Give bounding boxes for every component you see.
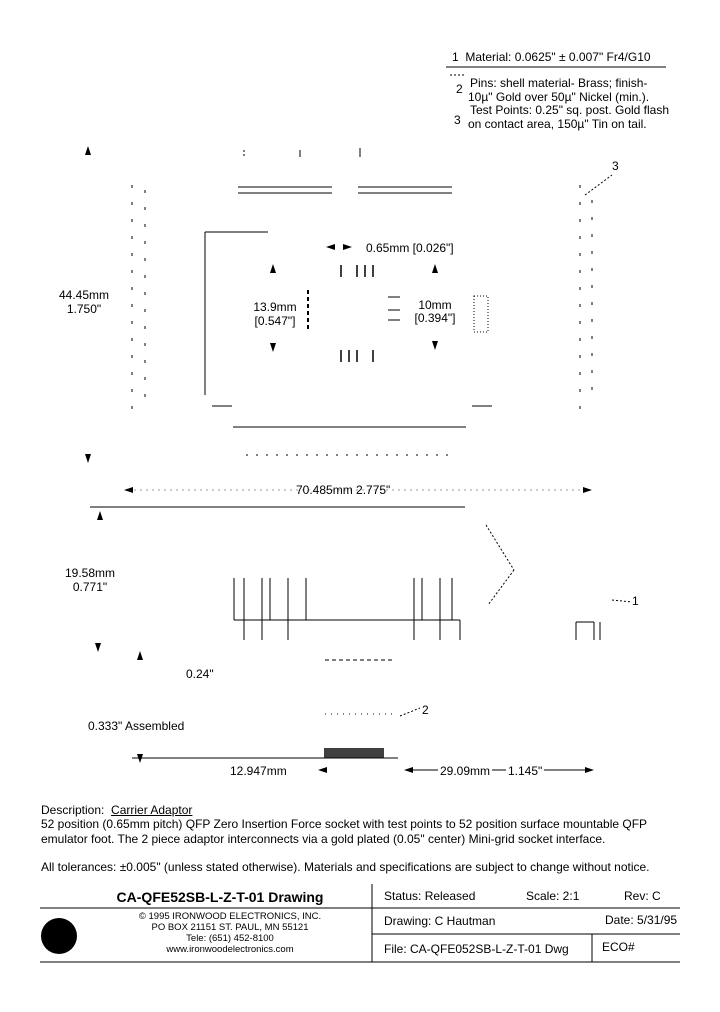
revision: Rev: C xyxy=(624,889,661,903)
description-label: Description: xyxy=(41,803,105,817)
dim-pitch: 0.65mm [0.026"] xyxy=(366,241,454,255)
company-logo xyxy=(41,918,77,954)
scale: Scale: 2:1 xyxy=(526,889,580,903)
note-3-line-2: on contact area, 150µ" Tin on tail. xyxy=(468,117,647,131)
company-info xyxy=(120,911,340,955)
tolerances-note: All tolerances: ±0.005" (unless stated otherwise). Materials and specifications are subject to change without notice. xyxy=(41,860,650,874)
dim-inner-mm: 10mm xyxy=(418,298,452,312)
company-copyright: © 1995 IRONWOOD ELECTRONICS, INC. xyxy=(138,911,322,922)
note-3-line-1: Test Points: 0.25" sq. post. Gold flash xyxy=(470,103,670,117)
dim-side-mm: 19.58mm xyxy=(64,566,116,580)
description-title: Carrier Adaptor xyxy=(111,803,193,817)
note-2-line-1: Pins: shell material- Brass; finish- xyxy=(470,76,648,90)
file-name: File: CA-QFE052SB-L-Z-T-01 Dwg xyxy=(384,942,569,956)
dim-right-mm: 29.09mm xyxy=(440,764,491,778)
note-2 xyxy=(452,76,649,104)
dim-foot: 0.24" xyxy=(186,667,214,681)
eco-number: ECO# xyxy=(602,940,635,954)
note-1-text: Material: 0.0625" ± 0.007" Fr4/G10 xyxy=(465,50,651,64)
company-website[interactable]: www.ironwoodelectronics.com xyxy=(166,944,294,955)
callout-2: 2 xyxy=(422,703,429,717)
callout-1: 1 xyxy=(632,594,639,608)
note-3-number: 3 xyxy=(454,113,461,127)
note-2-number: 2 xyxy=(456,82,463,96)
dim-width: 70.485mm 2.775" xyxy=(296,483,391,497)
note-2-line-2: 10µ" Gold over 50µ" Nickel (min.). xyxy=(468,90,650,104)
dim-body-mm: 13.9mm xyxy=(253,300,297,314)
status: Status: Released xyxy=(384,889,476,903)
dim-bottom-mm: 12.947mm xyxy=(230,764,287,778)
dim-inner-in: [0.394"] xyxy=(414,311,456,325)
note-1-number: 1 xyxy=(452,50,459,64)
dim-body-in: [0.547"] xyxy=(254,314,296,328)
note-1 xyxy=(452,50,651,64)
date: Date: 5/31/95 xyxy=(605,913,678,927)
company-phone: Tele: (651) 452-8100 xyxy=(186,933,274,944)
dim-side-in: 0.771" xyxy=(72,580,108,594)
drawing-title: CA-QFE52SB-L-Z-T-01 Drawing xyxy=(116,889,324,905)
note-3 xyxy=(452,103,669,131)
drawn-by: Drawing: C Hautman xyxy=(384,914,496,928)
description-line-1: 52 position (0.65mm pitch) QFP Zero Insertion Force socket with test points to 52 position surface mountable QFP xyxy=(41,817,648,831)
dim-assembled: 0.333" Assembled xyxy=(88,719,185,733)
callout-3: 3 xyxy=(612,159,619,173)
description-heading xyxy=(41,803,192,817)
company-address: PO BOX 21151 ST. PAUL, MN 55121 xyxy=(151,922,309,933)
dim-right-in: 1.145" xyxy=(508,764,543,778)
dim-height-mm: 44.45mm xyxy=(58,288,110,302)
description-line-2: emulator foot. The 2 piece adaptor interconnects via a gold plated (0.05" center) Mini-grid socket interface. xyxy=(41,832,606,846)
dim-height-in: 1.750" xyxy=(66,302,102,316)
